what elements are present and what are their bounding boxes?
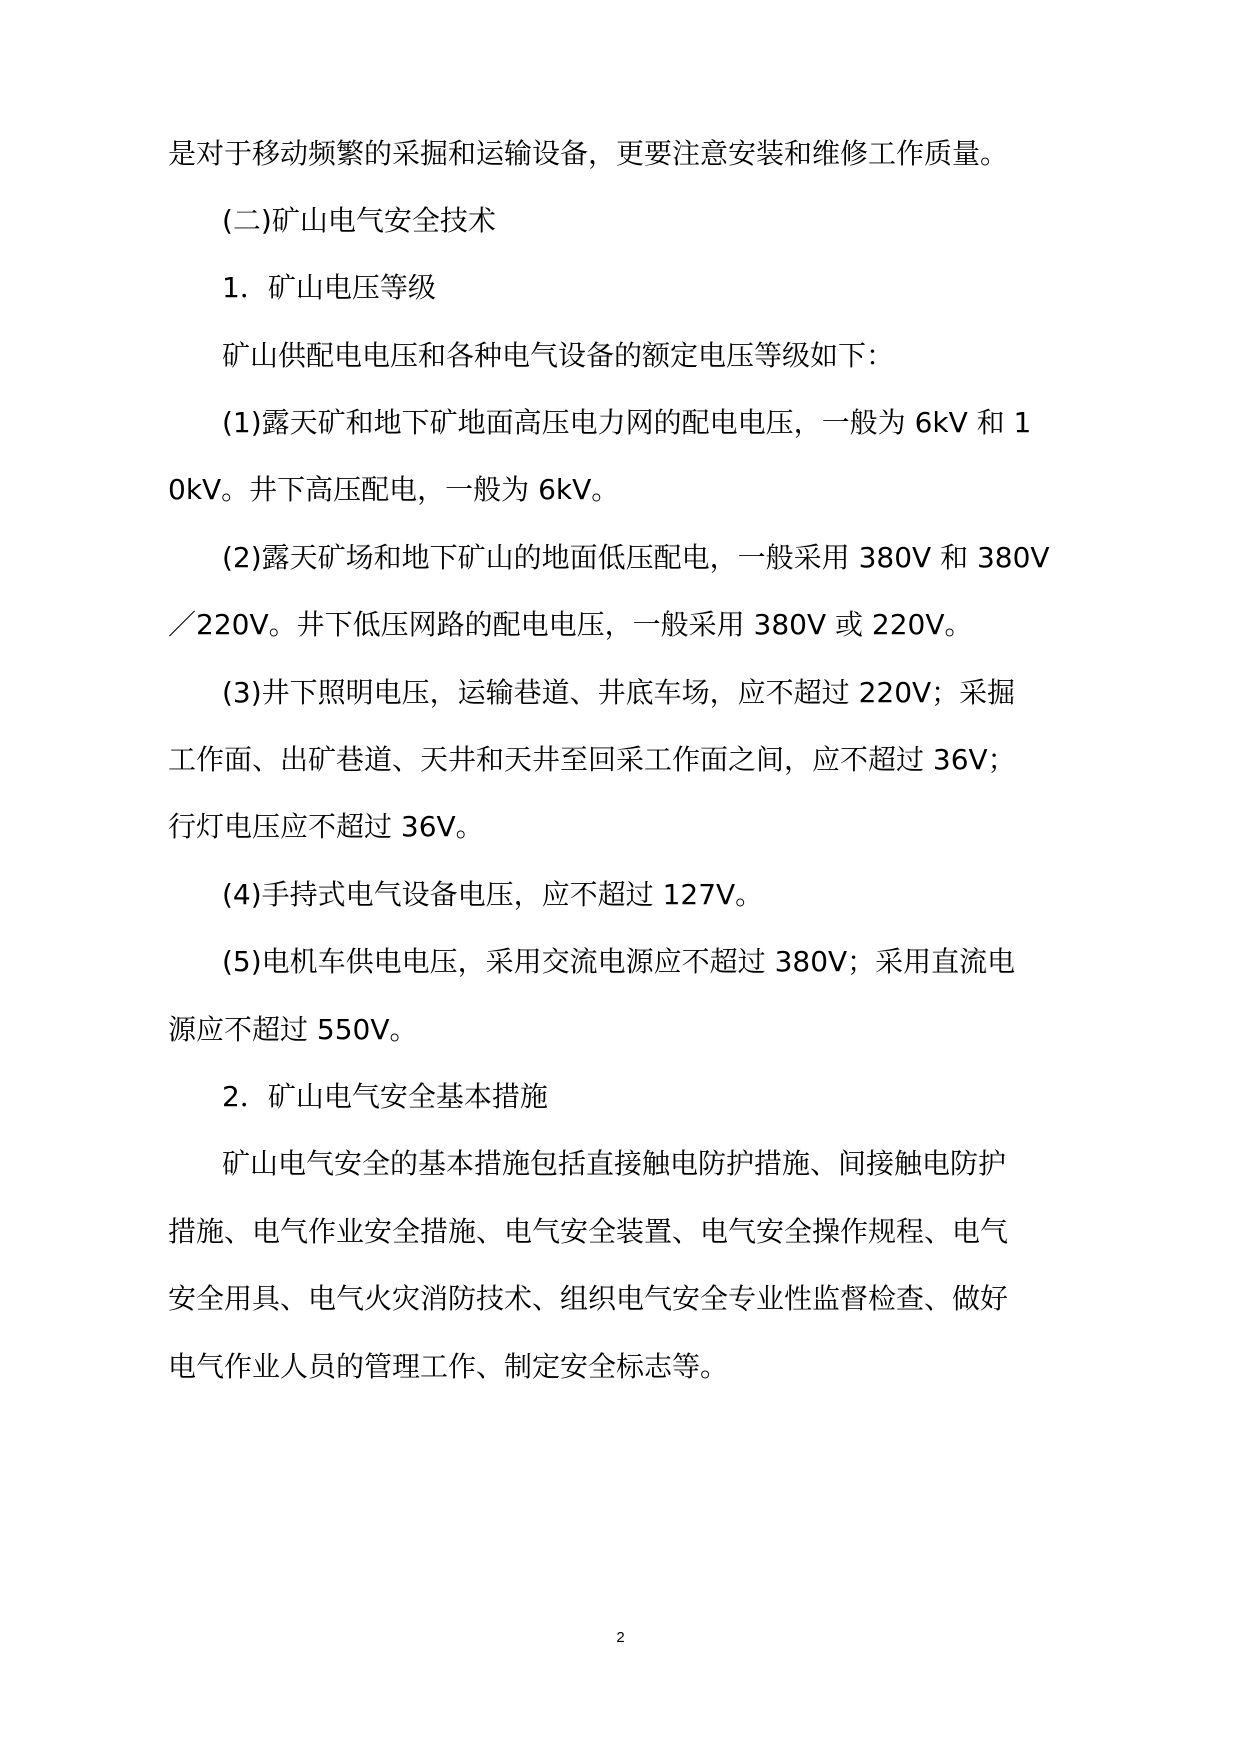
text-line: 工作面、出矿巷道、天井和天井至回采工作面之间，应不超过 36V；: [168, 743, 1016, 776]
text-line: (5)电机车供电电压，采用交流电源应不超过 380V；采用直流电: [222, 945, 1016, 978]
text-line: (3)井下照明电压，运输巷道、井底车场，应不超过 220V；采掘: [222, 676, 1016, 709]
text-line: 矿山供配电电压和各种电气设备的额定电压等级如下：: [222, 339, 895, 372]
text-line: 是对于移动频繁的采掘和运输设备，更要注意安装和维修工作质量。: [168, 137, 1009, 170]
section-heading: (二)矿山电气安全技术: [222, 204, 496, 237]
text-line: 源应不超过 550V。: [168, 1013, 418, 1046]
text-line: ／220V。井下低压网路的配电电压，一般采用 380V 或 220V。: [168, 608, 973, 641]
text-line: 矿山电气安全的基本措施包括直接触电防护措施、间接触电防护: [222, 1147, 1007, 1180]
text-line: 电气作业人员的管理工作、制定安全标志等。: [168, 1350, 729, 1383]
text-line: 行灯电压应不超过 36V。: [168, 810, 484, 843]
page-number: 2: [616, 1629, 625, 1646]
text-line: 措施、电气作业安全措施、电气安全装置、电气安全操作规程、电气: [168, 1215, 1009, 1248]
subsection-heading: 1．矿山电压等级: [222, 271, 436, 304]
text-line: (2)露天矿场和地下矿山的地面低压配电，一般采用 380V 和 380V: [222, 541, 1050, 574]
text-line: 安全用具、电气火灾消防技术、组织电气安全专业性监督检查、做好: [168, 1282, 1009, 1315]
text-line: (4)手持式电气设备电压，应不超过 127V。: [222, 878, 764, 911]
text-line: 0kV。井下高压配电，一般为 6kV。: [168, 473, 620, 506]
subsection-heading: 2．矿山电气安全基本措施: [222, 1080, 548, 1113]
text-line: (1)露天矿和地下矿地面高压电力网的配电电压，一般为 6kV 和 1: [222, 406, 1032, 439]
